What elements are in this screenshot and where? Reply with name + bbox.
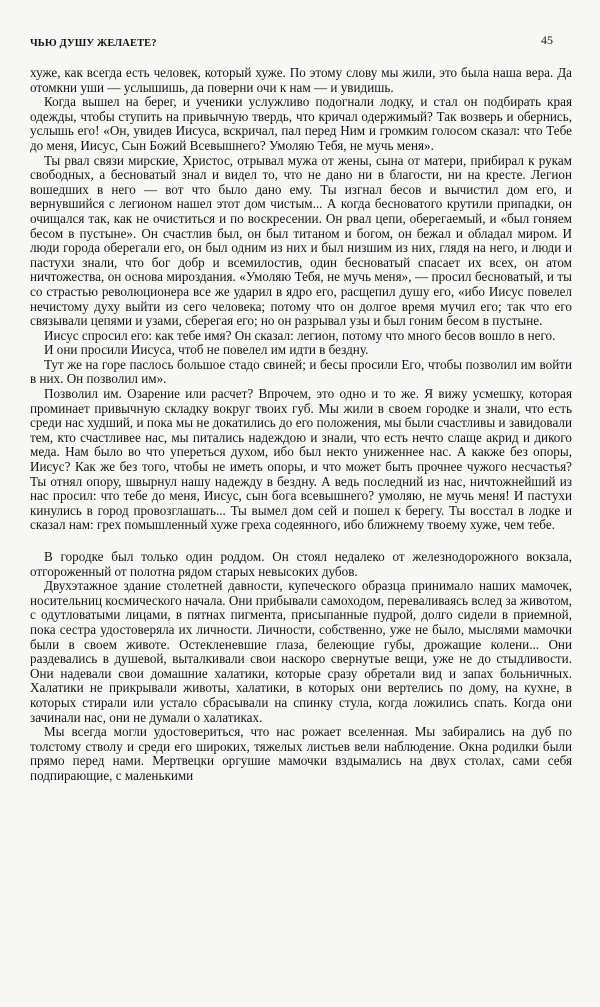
paragraph: Когда вышел на берег, и ученики услужливо подогнали лодку, и стал он подбирать края одежды, чтобы ступить на привычную твердь, что кричал одержимый? Так возверь и обернись, услышь его! «Он, увидев Иисуса, вскричал, пал перед Ним и громким голосом сказал: что Тебе до меня, Иисус, Сын Божий Всевышнего? Умоляю Тебя, не мучь меня». (30, 94, 572, 153)
paragraph: Иисус спросил его: как тебе имя? Он сказал: легион, потому что много бесов вошло в него. (44, 327, 556, 343)
paragraph: В городке был только один роддом. Он стоял недалеко от железнодорожного вокзала, отгороженный от полотна рядом старых невысоких дубов. (30, 549, 572, 579)
running-head: ЧЬЮ ДУШУ ЖЕЛАЕТЕ? (30, 38, 157, 49)
paragraph: Мы всегда могли удостовериться, что нас рожает вселенная. Мы забирались на дуб по толстому стволу и среди его широких, тяжелых листьев вели наблюдение. Окна родилки были прямо перед нами. Мертвецки оргушие мамочки вздымались на двух столах, сами себя подпирающие, с маленькими (30, 724, 572, 783)
paragraph: Двухэтажное здание столетней давности, купеческого образца принимало наших мамочек, носительниц космического начала. Они прибывали самоходом, переваливаясь вслед за животом, с одутловатыми лицами, в пятнах пигмента, присыпанные пудрой, долго сидели в приемной, пока сестра удостоверяла их личности. Личности, собственно, уже не было, мыслями мамочки были в своем животе. Остекленевшие глаза, белеющие губы, дрожащие колени... Они раздевались в душевой, выталкивали свои наскоро свернутые вещи, уже не до стыдливости. Они надевали свои домашние халатики, которые сразу обретали вид и запах больничных. Халатики не прикрывали животы, халатики, в которых они вертелись по дому, на кухне, в которых стирали или устало сбрасывали на спинку стула, когда ложились спать. Когда они зачинали нас, они не думали о халатиках. (30, 578, 572, 725)
paragraph: И они просили Иисуса, чтоб не повелел им идти в бездну. (44, 342, 369, 358)
page-number: 45 (541, 33, 553, 47)
paragraph: Тут же на горе паслось большое стадо свиней; и бесы просили Его, чтобы позволил им войти в них. Он позволил им». (30, 356, 572, 387)
body-text (30, 66, 572, 784)
paragraph: Ты рвал связи мирские, Христос, отрывал мужа от жены, сына от матери, прибирал к рукам свободных, а бесноватый знал и видел то, что не дано ни в благости, ни на кресте. Легион вошедших в него — вот что было дано ему. Ты изгнал бесов и вычистил дом его, и вернувшийся с легионом нашел этот дом чистым... А когда бесноватого крутили припадки, он очищался так, как не очиститься и по воскресении. Он рвал цепи, оберегаемый, и «был гоняем бесом в пустыне». Он счастлив был, он был титаном и богом, он бежал и обладал миром. И люди города оберегали его, он был одним из них и был низшим из них, глядя на него, и люди и пастухи знали, что бог добр и всемилостив, один бесноватый спасает их всех, он атом ничтожества, он основа мироздания. «Умоляю Тебя, не мучь меня», — просил бесноватый, и ты со страстью революционера все же ударил в ядро его, расщепил душу его, «ибо Иисус повелел нечистому духу выйти из сего человека; потому что он долгое время мучил его; так что его связывали цепями и узами, сберегая его; но он разрывал узы и был гоним бесом в пустыне. (30, 152, 572, 329)
paragraph: Позволил им. Озарение или расчет? Впрочем, это одно и то же. Я вижу усмешку, которая проминает привычную складку вокруг твоих губ. Мы жили в своем городке и знали, что есть среди нас худший, и пока мы не докатились до его положения, мы были счастливы и завидовали тем, кто счастливее нас, мы питались надеждою и знали, что есть нечто слаще акрид и дикого меда. Нам было во что упереться духом, ибо был некто униженнее нас. А какже без опоры, Иисус? Как же без того, чтобы не иметь опоры, и что может быть прочнее чужого несчастья? Ты отнял опору, швырнул нашу надежду в бездну. А ведь последний из нас, ничтожнейший из нас просил: что тебе до меня, Иисус, сын бога всевышнего? умоляю, не мучь меня! И пастухи кинулись в город провозглашать... Ты вымел дом сей и пошел к берегу. Ты восстал в лодке и сказал нам: грех помышленный хуже греха содеянного, ибо ближнему твоему хуже, чем тебе. (30, 386, 572, 533)
paragraph: хуже, как всегда есть человек, который хуже. По этому слову мы жили, это была наша вера. Да отомкни уши — услышишь, да поверни очи к нам — и увидишь. (30, 65, 572, 95)
